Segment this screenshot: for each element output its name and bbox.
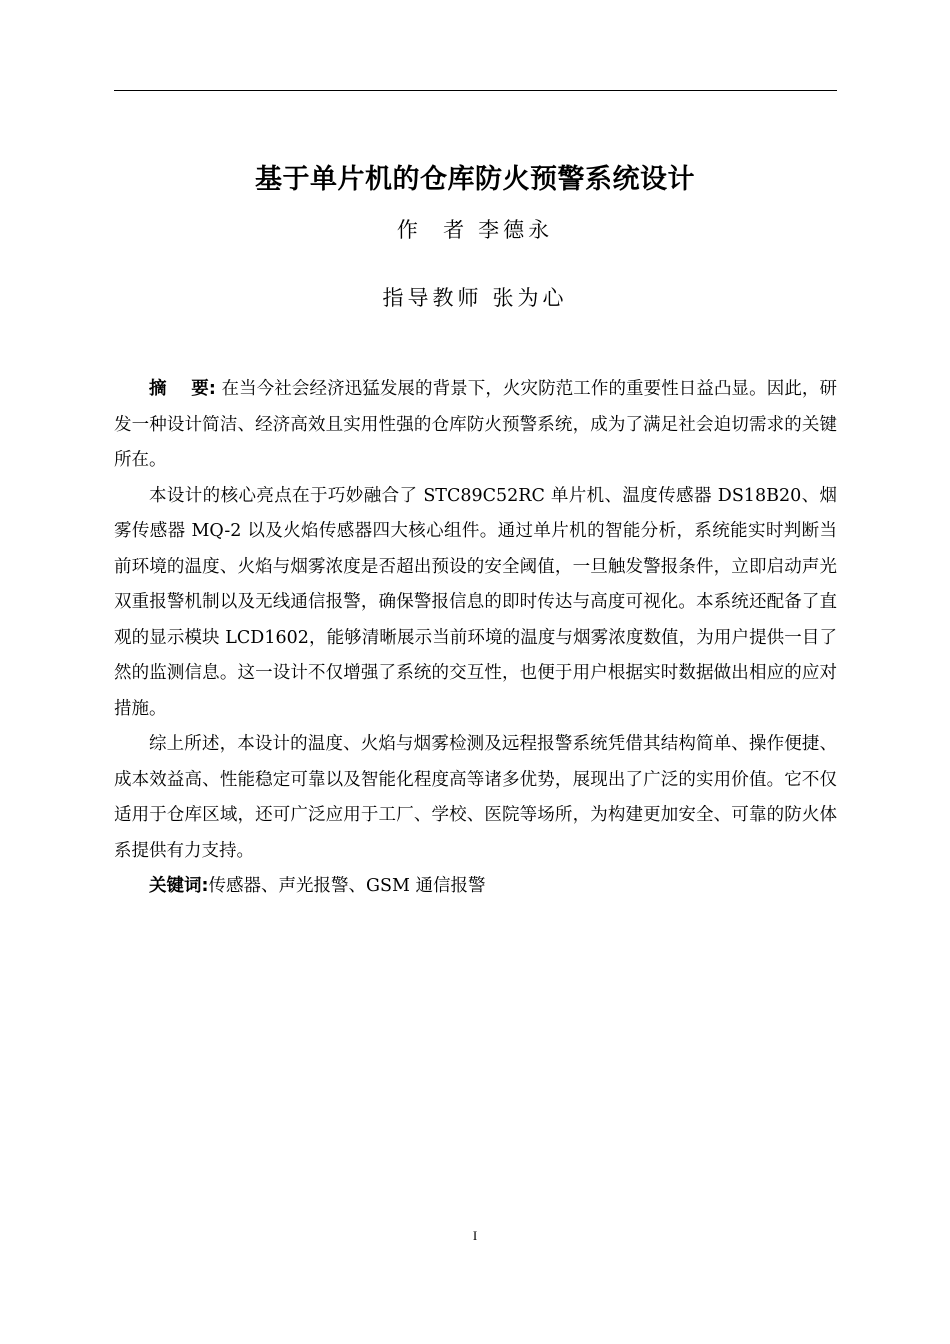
abstract-paragraph-1 <box>114 372 837 479</box>
document-title: 基于单片机的仓库防火预警系统设计 <box>255 164 695 195</box>
advisor-line <box>0 283 950 313</box>
header-rule <box>114 90 837 91</box>
abstract-section <box>114 372 837 905</box>
abstract-label: 摘 要: <box>149 379 216 399</box>
keywords-line <box>114 869 837 905</box>
abstract-paragraph-1-text: 在当今社会经济迅猛发展的背景下，火灾防范工作的重要性日益凸显。因此，研发一种设计简洁、经济高效且实用性强的仓库防火预警系统，成为了满足社会迫切需求的关键所在。 <box>114 379 837 470</box>
author-label: 作 者 <box>396 218 469 242</box>
advisor-label: 指导教师 <box>382 286 483 310</box>
author-name: 李德永 <box>478 218 554 242</box>
abstract-paragraph-3: 综上所述，本设计的温度、火焰与烟雾检测及远程报警系统凭借其结构简单、操作便捷、成本效益高、性能稳定可靠以及智能化程度高等诸多优势，展现出了广泛的实用价值。它不仅适用于仓库区域，还可广泛应用于工厂、学校、医院等场所，为构建更加安全、可靠的防火体系提供有力支持。 <box>114 734 837 861</box>
keywords-label: 关键词: <box>149 876 209 896</box>
page-number: I <box>472 1228 478 1243</box>
abstract-paragraph-2: 本设计的核心亮点在于巧妙融合了 STC89C52RC 单片机、温度传感器 DS18B20、烟雾传感器 MQ-2 以及火焰传感器四大核心组件。通过单片机的智能分析，系统能实时判断当前环境的温度、火焰与烟雾浓度是否超出预设的安全阈值，一旦触发警报条件，立即启动声光双重报警机制以及无线通信报警，确保警报信息的即时传达与高度可视化。本系统还配备了直观的显示模块 LCD1602，能够清晰展示当前环境的温度与烟雾浓度数值，为用户提供一目了然的监测信息。这一设计不仅增强了系统的交互性，也便于用户根据实时数据做出相应的应对措施。 <box>114 485 837 719</box>
author-line <box>0 215 950 245</box>
advisor-name: 张为心 <box>492 286 568 310</box>
keywords-value: 传感器、声光报警、GSM 通信报警 <box>208 876 486 896</box>
